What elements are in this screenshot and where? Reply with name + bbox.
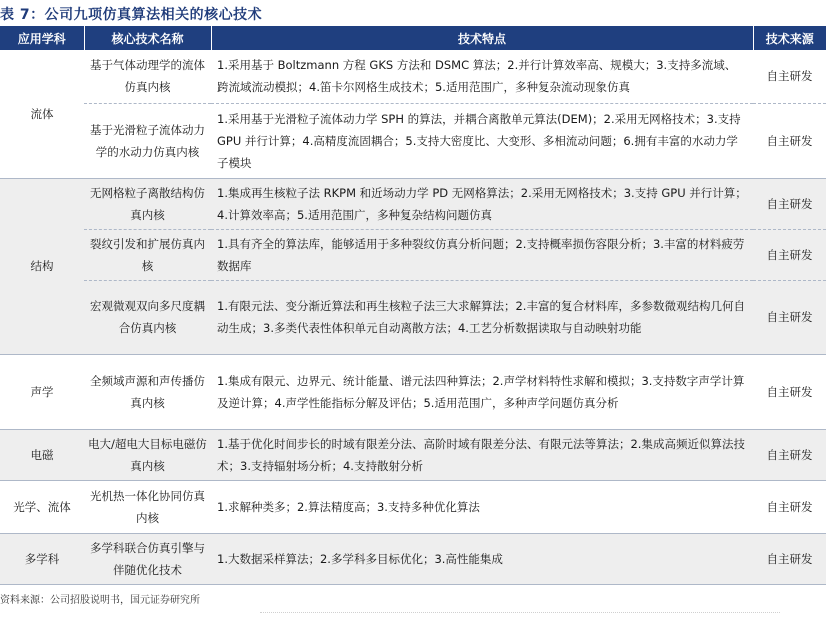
source-cell: 自主研发: [766, 384, 813, 399]
features-cell: 1.基于优化时间步长的时域有限差分法、高阶时域有限差分法、有限元法等算法；2.集成高频近似算法技术；3.支持辐射场分析；4.支持散射分析: [211, 429, 753, 480]
header-subject: 应用学科: [0, 26, 84, 50]
source-cell: 自主研发: [766, 69, 813, 84]
source-note: 资料来源：公司招股说明书，国元证券研究所: [0, 595, 200, 606]
table-row: [0, 229, 826, 280]
source-cell: 自主研发: [753, 103, 826, 178]
features-cell: 1.具有齐全的算法库，能够适用于多种裂纹仿真分析问题；2.支持概率损伤容限分析；3.丰富的材料疲劳数据库: [211, 229, 753, 280]
source-cell: 自主研发: [753, 178, 826, 229]
group-multidisciplinary: [0, 533, 826, 584]
core-tech-cell: 基于气体动理学的流体仿真内核: [90, 58, 205, 95]
group-fluid: [0, 50, 826, 178]
features-cell: 1.采用基于 Boltzmann 方程 GKS 方法和 DSMC 算法；2.并行计算效率高、规模大；3.支持多流域、跨流域流动模拟；4.笛卡尔网格生成技术；5.适用范围广，多种复杂流动现象仿真: [217, 58, 737, 95]
features-cell: 1.集成再生核粒子法 RKPM 和近场动力学 PD 无网格算法；2.采用无网格技术；3.支持 GPU 并行计算；4.计算效率高；5.适用范围广，多种复杂结构问题仿真: [211, 178, 753, 229]
group-optics-fluid: [0, 480, 826, 533]
subject-cell: 流体: [30, 106, 54, 121]
group-structure: [0, 178, 826, 354]
subject-cell: 电磁: [0, 429, 84, 480]
source-cell: 自主研发: [753, 533, 826, 584]
core-tech-cell: 宏观微观双向多尺度耦合仿真内核: [84, 280, 211, 354]
table-row: [0, 280, 826, 354]
subject-cell: 光学、流体: [13, 499, 71, 514]
core-tech-cell: 全频域声源和声传播仿真内核: [90, 373, 205, 410]
core-tech-cell: 电大/超电大目标电磁仿真内核: [84, 429, 211, 480]
subject-cell: 声学: [30, 384, 54, 399]
table-row: [0, 103, 826, 178]
subject-cell: 结构: [0, 178, 84, 354]
features-cell: 1.大数据采样算法；2.多学科多目标优化；3.高性能集成: [211, 533, 753, 584]
table-row: [0, 354, 826, 429]
header-source: 技术来源: [753, 26, 826, 50]
header-features: 技术特点: [211, 26, 753, 50]
table-row: [0, 480, 826, 533]
core-tech-cell: 基于光滑粒子流体动力学的水动力仿真内核: [84, 103, 211, 178]
core-tech-cell: 裂纹引发和扩展仿真内核: [84, 229, 211, 280]
features-cell: 1.集成有限元、边界元、统计能量、谱元法四种算法；2.声学材料特性求解和模拟；3.支持数字声学计算及逆计算；4.声学性能指标分解及评估；5.适用范围广，多种声学问题仿真分析: [217, 373, 745, 410]
core-tech-cell: 光机热一体化协同仿真内核: [90, 488, 205, 525]
table-row: [0, 178, 826, 229]
table-row: [0, 533, 826, 584]
source-cell: 自主研发: [766, 499, 813, 514]
group-acoustics: [0, 354, 826, 429]
core-tech-table: [0, 26, 826, 585]
core-tech-cell: 无网格粒子离散结构仿真内核: [84, 178, 211, 229]
core-tech-cell: 多学科联合仿真引擎与伴随优化技术: [84, 533, 211, 584]
subject-cell: 多学科: [0, 533, 84, 584]
group-electromagnetics: [0, 429, 826, 480]
table-title: 表 7：公司九项仿真算法相关的核心技术: [0, 7, 263, 23]
source-cell: 自主研发: [753, 429, 826, 480]
page-divider: [260, 612, 780, 619]
header-core-tech: 核心技术名称: [84, 26, 211, 50]
table-row: [0, 429, 826, 480]
source-cell: 自主研发: [753, 229, 826, 280]
source-cell: 自主研发: [753, 280, 826, 354]
table-row: [0, 50, 826, 103]
header-row: [0, 26, 826, 50]
features-cell: 1.求解种类多；2.算法精度高；3.支持多种优化算法: [217, 499, 480, 514]
features-cell: 1.采用基于光滑粒子流体动力学 SPH 的算法，并耦合离散单元算法(DEM)；2.采用无网格技术；3.支持 GPU 并行计算；4.高精度流固耦合；5.支持大密度比、大变形、多相流动问题；6.拥有丰富的水动力学子模块: [211, 103, 753, 178]
features-cell: 1.有限元法、变分渐近算法和再生核粒子法三大求解算法；2.丰富的复合材料库，多参数微观结构几何自动生成；3.多类代表性体积单元自动离散方法；4.工艺分析数据读取与自动映射功能: [211, 280, 753, 354]
